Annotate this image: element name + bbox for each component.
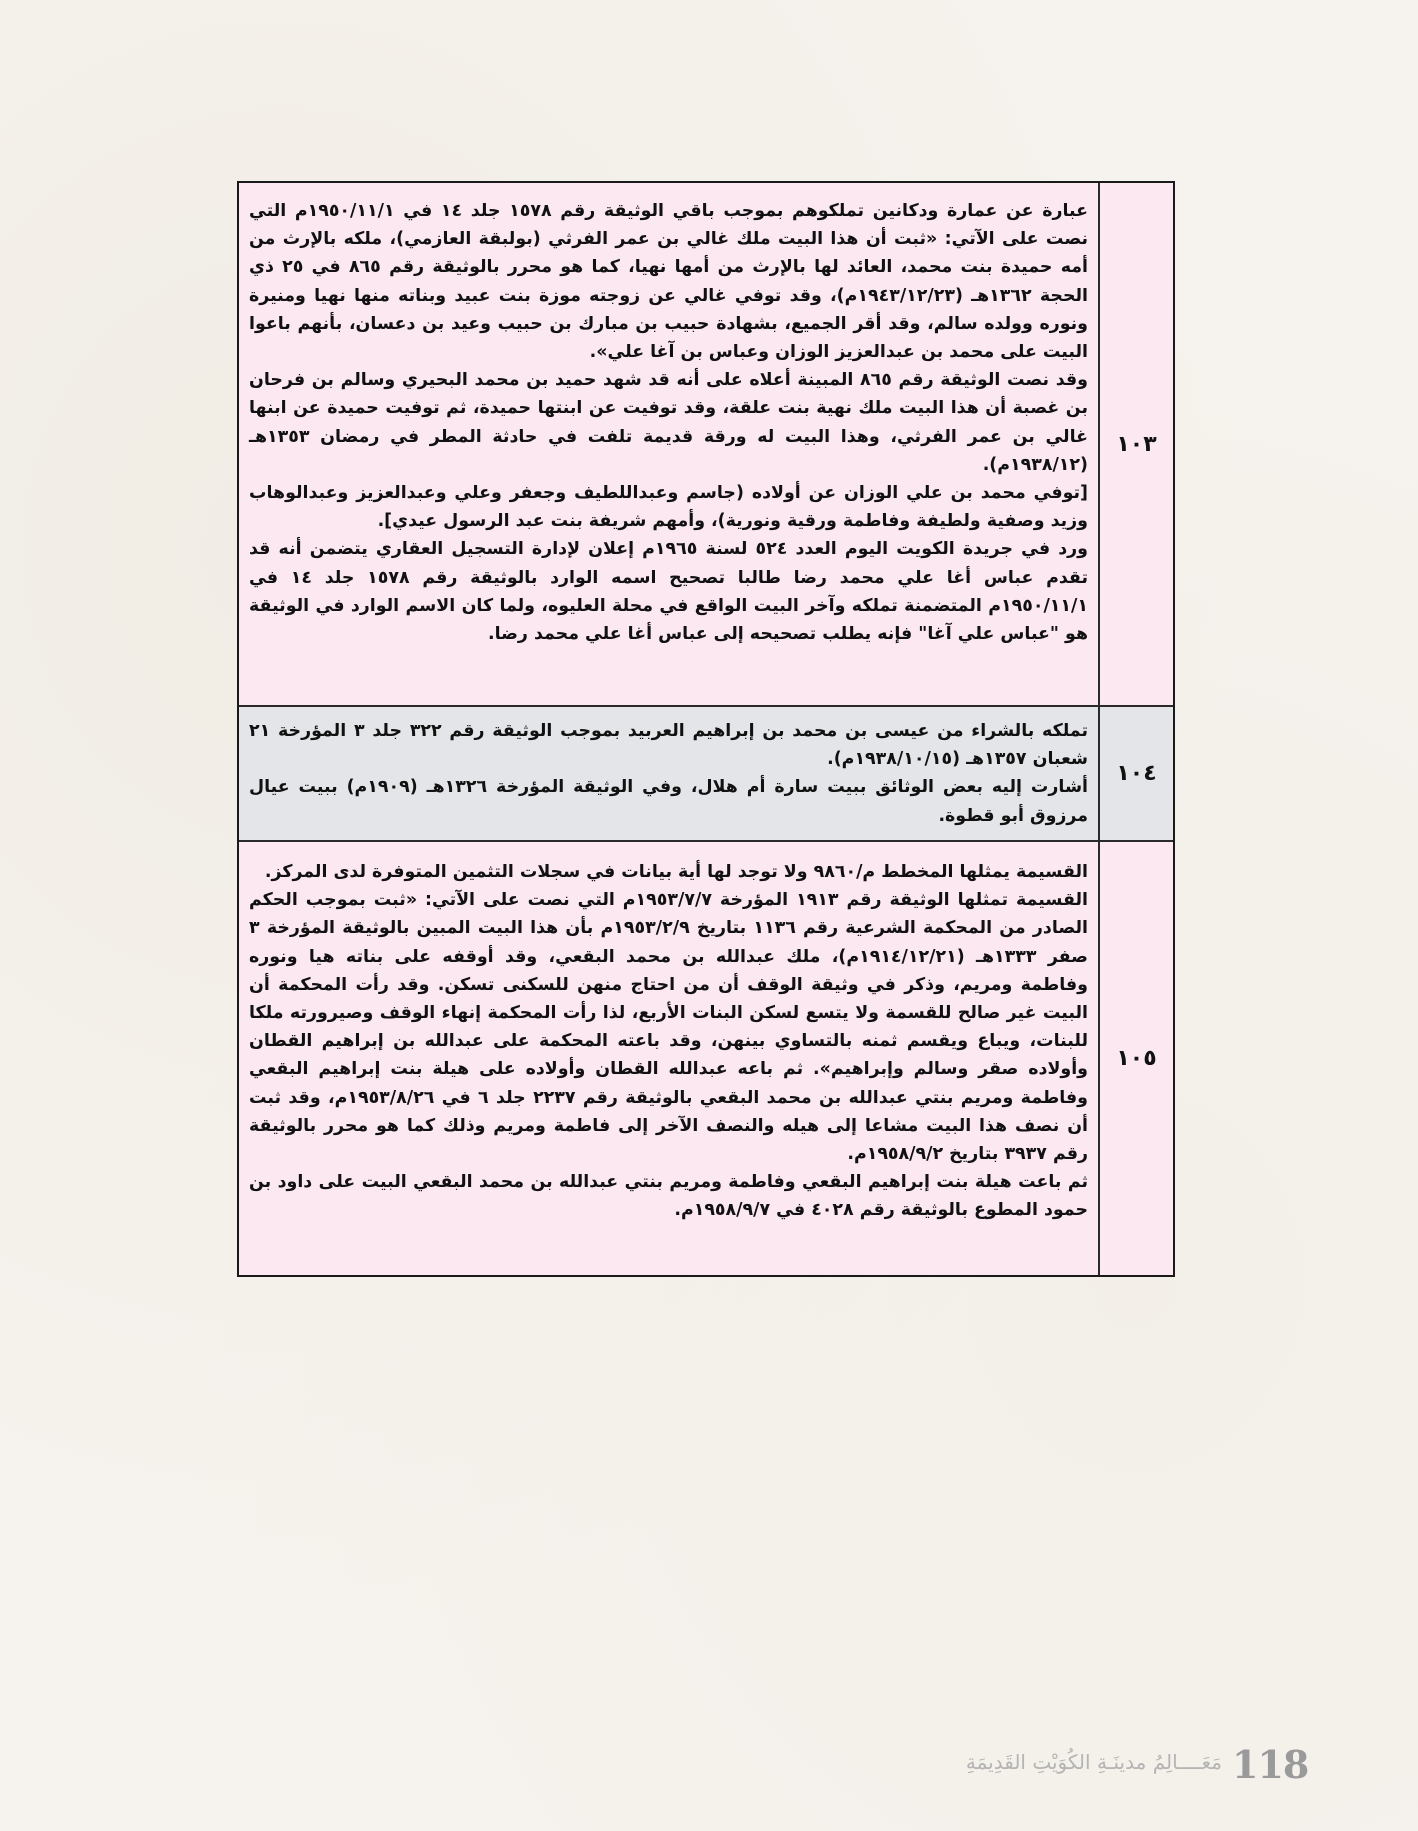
record-paragraph: [توفي محمد بن علي الوزان عن أولاده (جاسم وعبداللطيف وجعفر وعلي وعبدالعزيز وعبدالوهاب وزيد وصفية ولطيفة وفاطمة ورقية ونورية)، وأمهم شريفة بنت عبد الرسول عيدي]. (249, 483, 1088, 532)
property-records-table (237, 181, 1175, 1277)
record-description (239, 707, 1098, 840)
page-number: 118 (1232, 1742, 1309, 1787)
record-paragraph: وقد نصت الوثيقة رقم ٨٦٥ المبينة أعلاه على أنه قد شهد حميد بن محمد البحيري وسالم بن فرحان بن غصبة أن هذا البيت ملك نهية بنت علقة، وقد توفيت عن ابنتها حميدة، ثم توفيت حميدة عن ابنها غالي بن عمر الفرثي، وهذا البيت له ورقة قديمة تلفت في حادثة المطر في رمضان ١٣٥٣هـ (١٩٣٨/١٢م). (249, 370, 1088, 475)
table-row (239, 183, 1173, 707)
record-paragraph: القسيمة تمثلها الوثيقة رقم ١٩١٣ المؤرخة ١٩٥٣/٧/٧م التي نصت على الآتي: «ثبت بموجب الحكم الصادر من المحكمة الشرعية رقم ١١٣٦ بتاريخ ١٩٥٣/٢/٩م بأن هذا البيت المبين بالوثيقة المؤرخة ٣ صفر ١٣٣٣هـ (١٩١٤/١٢/٢١م)، ملك عبدالله بن محمد البقعي، وقد أوقفه على بناته هيا ونوره وفاطمة ومريم، وذكر في وثيقة الوقف أن من احتاج منهن للسكنى تسكن. وقد رأت المحكمة أن البيت غير صالح للقسمة ولا يتسع لسكن البنات الأربع، لذا رأت المحكمة إنهاء الوقف وصيرورته ملكا للبنات، ويباع ويقسم ثمنه بالتساوي بينهن، وقد باعته المحكمة على عبدالله بن إبراهيم القطان وأولاده صقر وسالم وإبراهيم». ثم باعه عبدالله القطان وأولاده على هيلة بنت إبراهيم البقعي وفاطمة ومريم بنتي عبدالله بن محمد البقعي بالوثيقة رقم ٢٢٣٧ جلد ٦ في ١٩٥٣/٨/٢٦م، وقد ثبت أن نصف هذا البيت مشاعا إلى هيله والنصف الآخر إلى فاطمة ومريم وذلك كما هو محرر بالوثيقة رقم ٣٩٣٧ بتاريخ ١٩٥٨/٩/٢م. (249, 890, 1088, 1165)
record-paragraph: عبارة عن عمارة ودكانين تملكوهم بموجب باقي الوثيقة رقم ١٥٧٨ جلد ١٤ في ١٩٥٠/١١/١م التي نصت على الآتي: «ثبت أن هذا البيت ملك غالي بن عمر الفرثي (بولبقة العازمي)، ملكه بالإرث من أمه حميدة بنت محمد، العائد لها بالإرث من أمها نهيا، كما هو محرر بالوثيقة رقم ٨٦٥ في ٢٥ ذي الحجة ١٣٦٢هـ (١٩٤٣/١٢/٢٣م)، وقد توفي غالي عن زوجته موزة بنت عبيد وبناته منها نهيا ومنيرة ونوره وولده سالم، وقد أقر الجميع، بشهادة حبيب بن مبارك بن حبيب وعيد بن دعسان، بأنهم باعوا البيت على محمد بن عبدالعزيز الوزان وعباس بن آغا علي». (249, 201, 1089, 363)
record-description (239, 183, 1098, 705)
book-title: مَعَــــالِمُ مدينَـةِ الكُوَيْتِ القَدِيمَةِ (965, 1750, 1222, 1774)
record-paragraph: ورد في جريدة الكويت اليوم العدد ٥٢٤ لسنة ١٩٦٥م إعلان لإدارة التسجيل العقاري يتضمن أنه قد تقدم عباس أغا علي محمد رضا طالبا تصحيح اسمه الوارد بالوثيقة رقم ١٥٧٨ جلد ١٤ في ١٩٥٠/١١/١م المتضمنة تملكه وآخر البيت الواقع في محلة العليوه، ولما كان الاسم الوارد في الوثيقة هو "عباس علي آغا" فإنه يطلب تصحيحه إلى عباس أغا علي محمد رضا. (249, 539, 1088, 645)
record-number: ١٠٣ (1098, 183, 1173, 705)
record-number: ١٠٥ (1098, 842, 1173, 1275)
record-paragraph: أشارت إليه بعض الوثائق ببيت سارة أم هلال، وفي الوثيقة المؤرخة ١٣٢٦هـ (١٩٠٩م) ببيت عيال مرزوق أبو قطوة. (249, 777, 1089, 826)
table-row (239, 707, 1173, 842)
record-paragraph: ثم باعت هيلة بنت إبراهيم البقعي وفاطمة ومريم بنتي عبدالله بن محمد البقعي البيت على داود بن حمود المطوع بالوثيقة رقم ٤٠٢٨ في ١٩٥٨/٩/٧م. (249, 1172, 1088, 1221)
record-paragraph: القسيمة يمثلها المخطط م/٩٨٦٠ ولا توجد لها أية بيانات في سجلات التثمين المتوفرة لدى المركز. (264, 862, 1088, 882)
record-number: ١٠٤ (1098, 707, 1173, 840)
record-paragraph: تملكه بالشراء من عيسى بن محمد بن إبراهيم العربيد بموجب الوثيقة رقم ٣٢٢ جلد ٣ المؤرخة ٢١ شعبان ١٣٥٧هـ (١٩٣٨/١٠/١٥م). (249, 721, 1088, 770)
record-description (239, 842, 1098, 1275)
table-row (239, 842, 1173, 1275)
